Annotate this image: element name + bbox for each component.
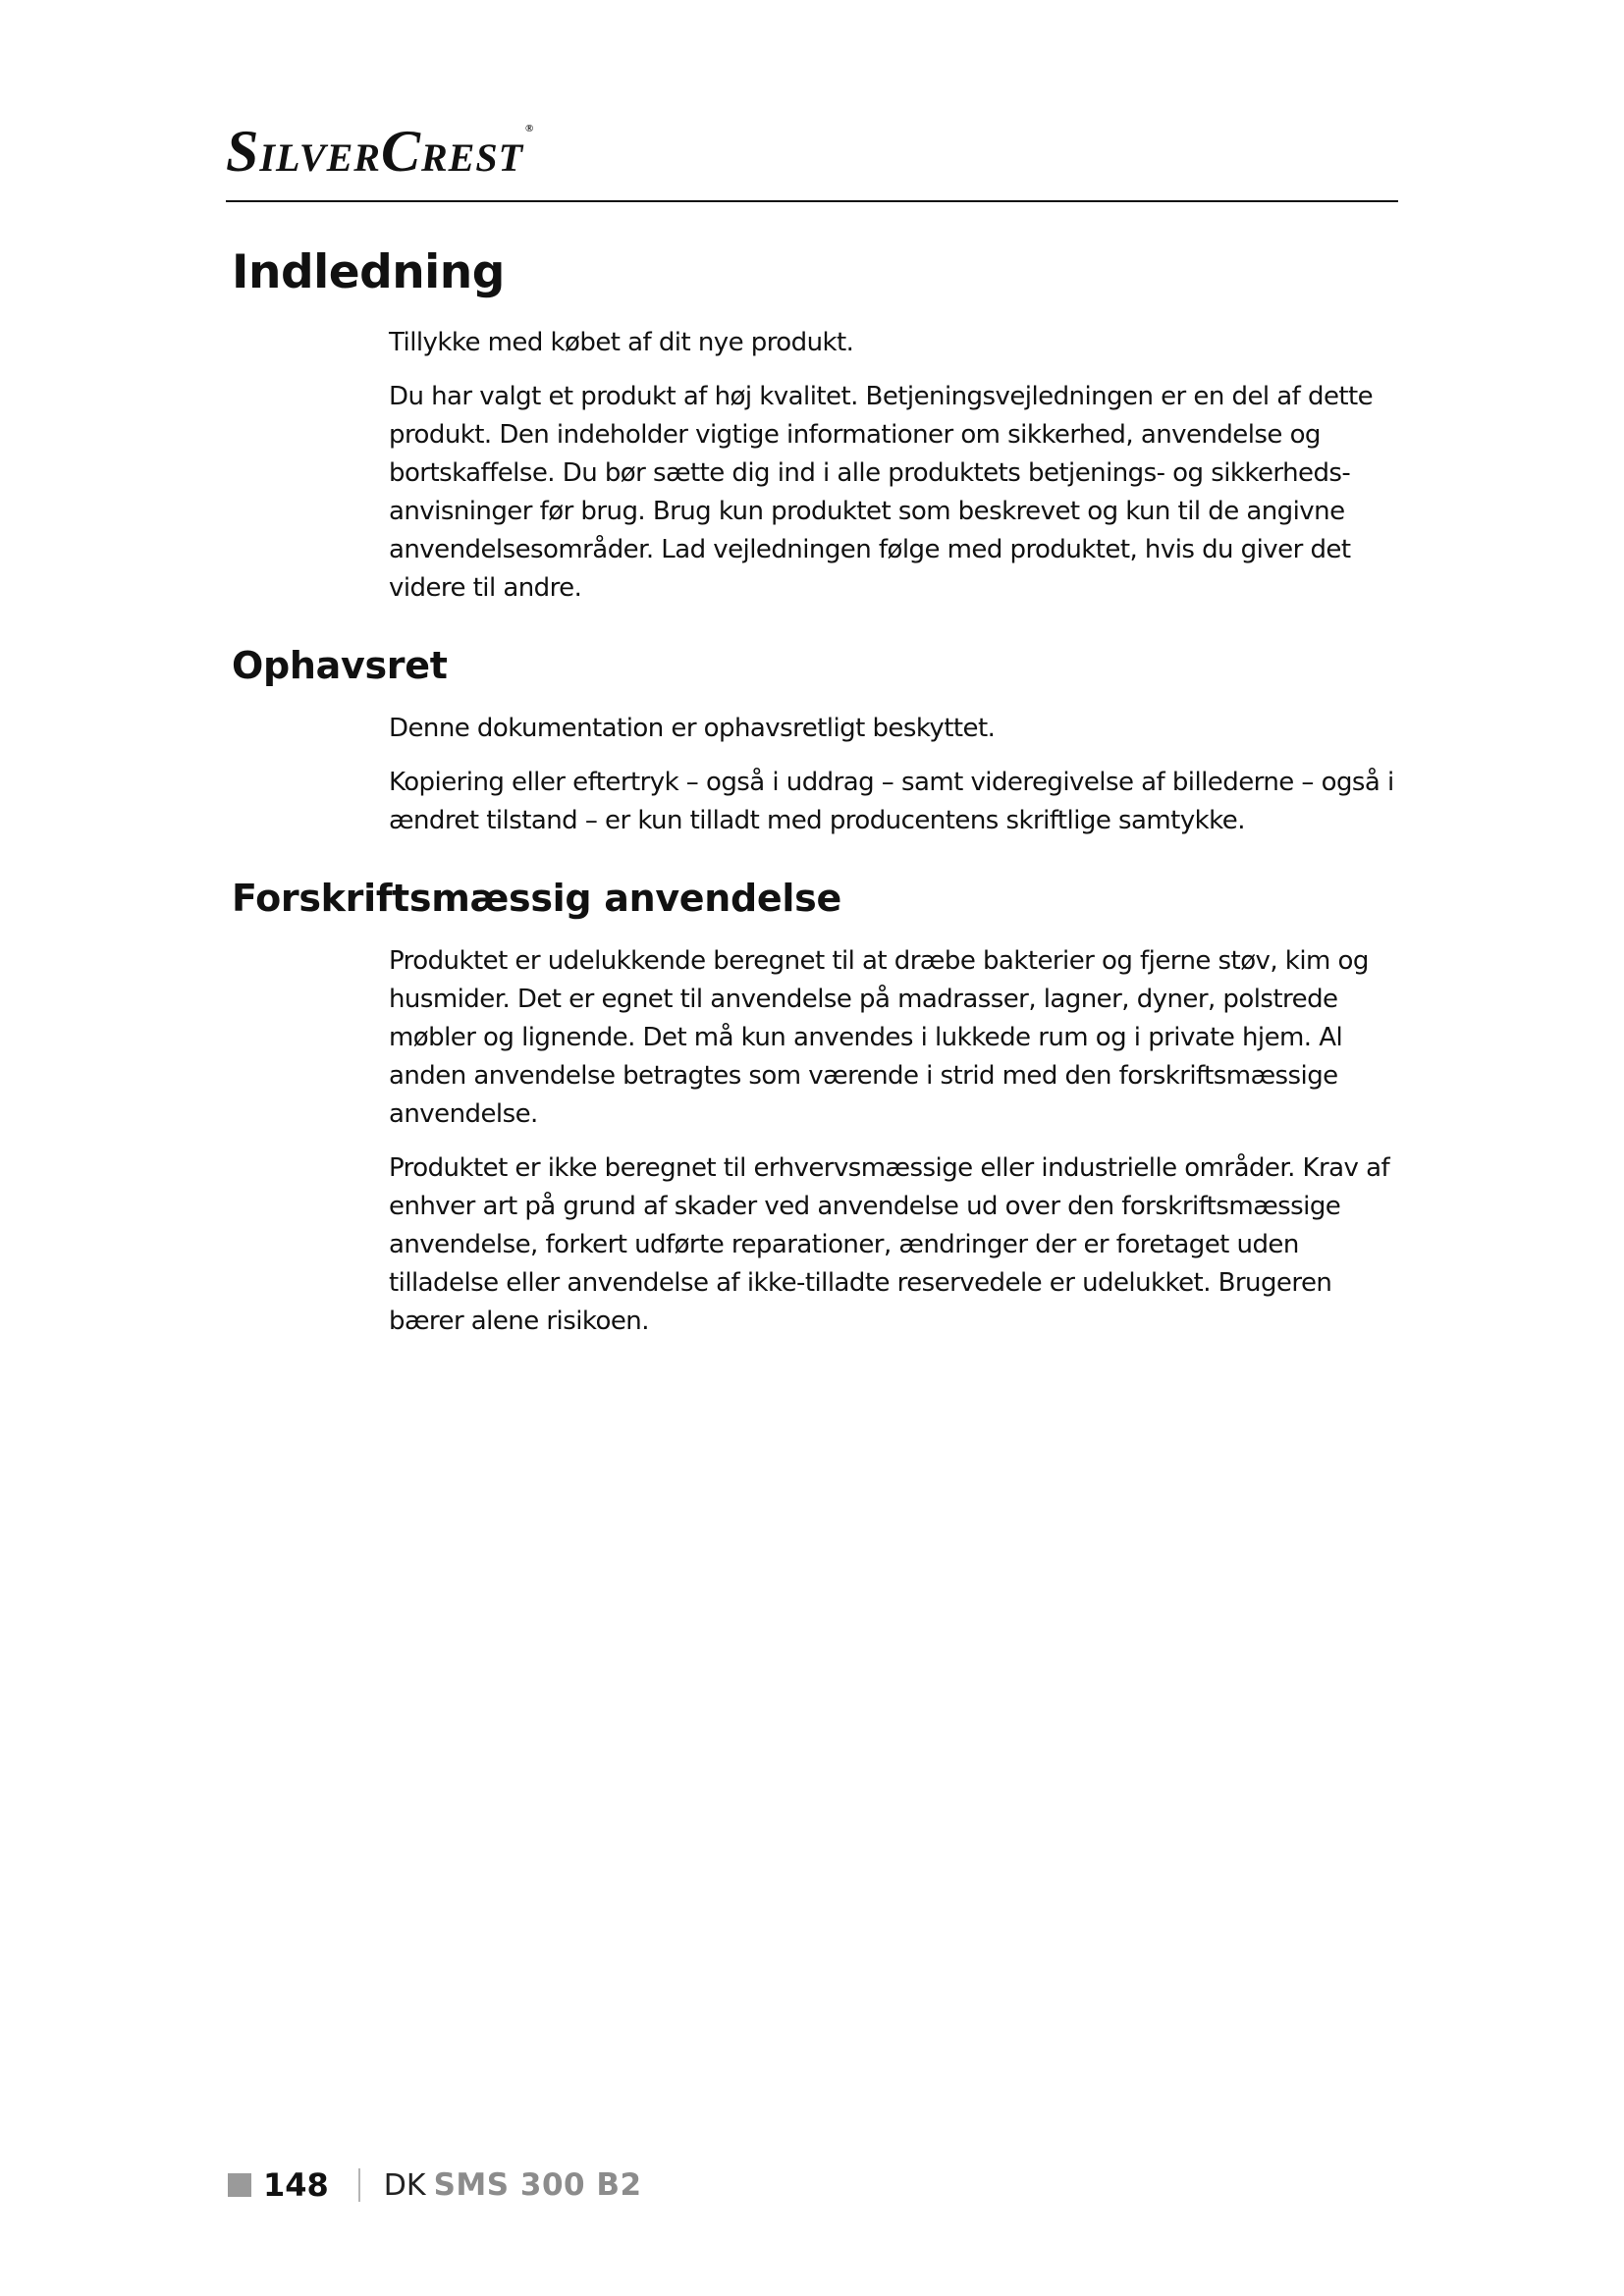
section-ophavsret <box>232 645 1400 840</box>
paragraph: Du har valgt et produkt af høj kvalitet. Betjeningsvejledningen er en del af dette produkt. Den indeholder vigtige informationer om sikkerhed, anvendelse og bortskaffelse. Du bør sætte dig ind i alle produktets betjenings- og sikkerheds-anvisninger før brug. Brug kun produktet som beskrevet og kun til de angivne anvendelsesområder. Lad vejledningen følge med produktet, hvis du giver det videre til andre. <box>389 382 1374 604</box>
brand-logo <box>226 119 535 184</box>
model-number: SMS 300 B2 <box>433 2167 642 2203</box>
logo-text-ilver: ILVER <box>259 135 381 180</box>
section-heading: Forskriftsmæssig anvendelse <box>232 877 841 921</box>
section-heading: Ophavsret <box>232 644 448 688</box>
footer-square-icon <box>228 2173 251 2197</box>
paragraph: Denne dokumentation er ophavsretligt beskyttet. <box>389 714 996 744</box>
logo-letter-c: C <box>380 119 421 184</box>
logo-letter-s: S <box>226 119 260 184</box>
section-forskriftsmaessig-anvendelse <box>232 878 1400 1341</box>
header-rule <box>226 200 1398 202</box>
page-number: 148 <box>263 2166 329 2204</box>
section-heading: Indledning <box>232 245 505 299</box>
paragraph: Kopiering eller eftertryk – også i uddrag – samt videregivelse af billederne – også i ændret tilstand – er kun tilladt med producentens skriftlige samtykke. <box>389 768 1394 836</box>
paragraph: Produktet er ikke beregnet til erhvervsmæssige eller industrielle områder. Krav af enhver art på grund af skader ved anvendelse ud over den forskriftsmæssige anvendelse, forkert udførte reparationer, ændringer der er foretaget uden tilladelse eller anvendelse af ikke-tilladte reservedele er udelukket. Brugeren bærer alene risikoen. <box>389 1152 1390 1336</box>
paragraph: Produktet er udelukkende beregnet til at dræbe bakterier og fjerne støv, kim og husmider. Det er egnet til anvendelse på madrasser, lagner, dyner, polstrede møbler og lignende. Det må kun anvendes i lukkede rum og i private hjem. Al anden anvendelse betragtes som værende i strid med den forskriftsmæssige anvendelse. <box>389 945 1369 1129</box>
page-footer <box>228 2167 642 2203</box>
page-content <box>232 245 1400 1357</box>
section-indledning <box>232 245 1400 608</box>
logo-text-rest: REST <box>420 135 524 180</box>
footer-divider <box>358 2168 360 2202</box>
paragraph: Tillykke med købet af dit nye produkt. <box>389 328 854 358</box>
registered-mark: ® <box>525 123 535 134</box>
language-code: DK <box>383 2167 426 2203</box>
